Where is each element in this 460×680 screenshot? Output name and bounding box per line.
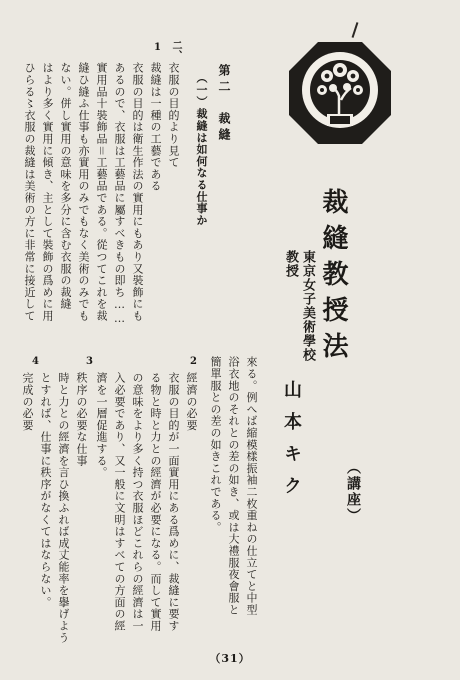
point-4-heading: 完成の必要 — [21, 372, 34, 431]
section-title: 第二 裁縫 — [217, 64, 231, 144]
continued-line-3: 簡單服との差の如きこれである。 — [209, 356, 222, 533]
continued-line-1: 來る。例へば縮模樣振袖二枚重ねの仕立てと中型 — [245, 356, 258, 616]
point-3-number: 3 — [84, 356, 95, 367]
section-marker: 二、 — [170, 40, 181, 60]
point-1-line-3: あるので、衣服は工藝品に屬すべきもの即ち…… — [113, 62, 126, 326]
point-1-line-1: 裁縫は一種の工藝である — [149, 62, 162, 192]
point-2-line-2: る物と時と力との經濟が必要になる。而して實用 — [149, 372, 162, 632]
point-2-line-3: の意味をより多く持つ衣服ほどこれらの經濟は一 — [131, 372, 144, 632]
article-subtitle: （講座） — [345, 460, 361, 524]
point-1-line-7: はより多く實用に傾き、主として裝飾の爲めに用 — [41, 62, 54, 322]
point-1-line-4: 實用品十裝飾品＝工藝品である。從つてこれを裁 — [95, 62, 108, 322]
point-1-line-6: ない。併し實用の意味を多分に含む衣服の裁縫 — [59, 62, 72, 310]
point-2-number: 2 — [188, 356, 199, 367]
tree-emblem-icon — [287, 40, 393, 146]
continued-line-2: 浴衣地のそれとの差の如き、或は大禮服夜會服と — [227, 356, 240, 616]
point-2-line-1: 衣服の目的が一面實用にある爲めに、裁縫に要す — [167, 372, 180, 632]
page-number: （31） — [209, 652, 251, 665]
point-1-number: 1 — [152, 42, 163, 53]
point-1-line-8: ひらる〻衣服の裁縫は美術の方に非常に接近して — [23, 62, 36, 322]
article-title: 裁縫教授法 — [318, 188, 348, 368]
point-3-line-2: とすれば、仕事に秩序がなくてはならない。 — [39, 372, 52, 608]
point-3-heading: 秩序の必要な仕事 — [75, 372, 88, 467]
point-1-line-2: 衣服の目的は衛生作法の實用にもあり又裝飾にも — [131, 62, 144, 322]
subsection-label: （一） — [195, 72, 208, 108]
point-1-line-5: 縫ひ縫ふ仕事も亦實用のみでもなく美術のみでも — [77, 62, 90, 322]
point-2-line-5: 濟を一層促進する。 — [95, 372, 108, 479]
point-2-heading: 經濟の必要 — [185, 372, 198, 431]
point-1-heading: 衣服の目的より見て — [167, 62, 180, 169]
author-affiliation: 東京女子美術學校 — [300, 250, 315, 362]
point-4-number: 4 — [30, 356, 41, 367]
author-position: 教授 — [283, 250, 298, 278]
point-3-line-1: 時と力との經濟を言ひ換ふれば成丈能率を擧げよう — [57, 372, 70, 644]
subsection-question: 裁縫は如何なる仕事か — [195, 108, 208, 226]
author-name: 山本キク — [281, 380, 302, 508]
corner-mark — [352, 22, 359, 38]
point-2-line-4: 入必要であり、又一般に文明はすべての方面の經 — [113, 372, 126, 632]
